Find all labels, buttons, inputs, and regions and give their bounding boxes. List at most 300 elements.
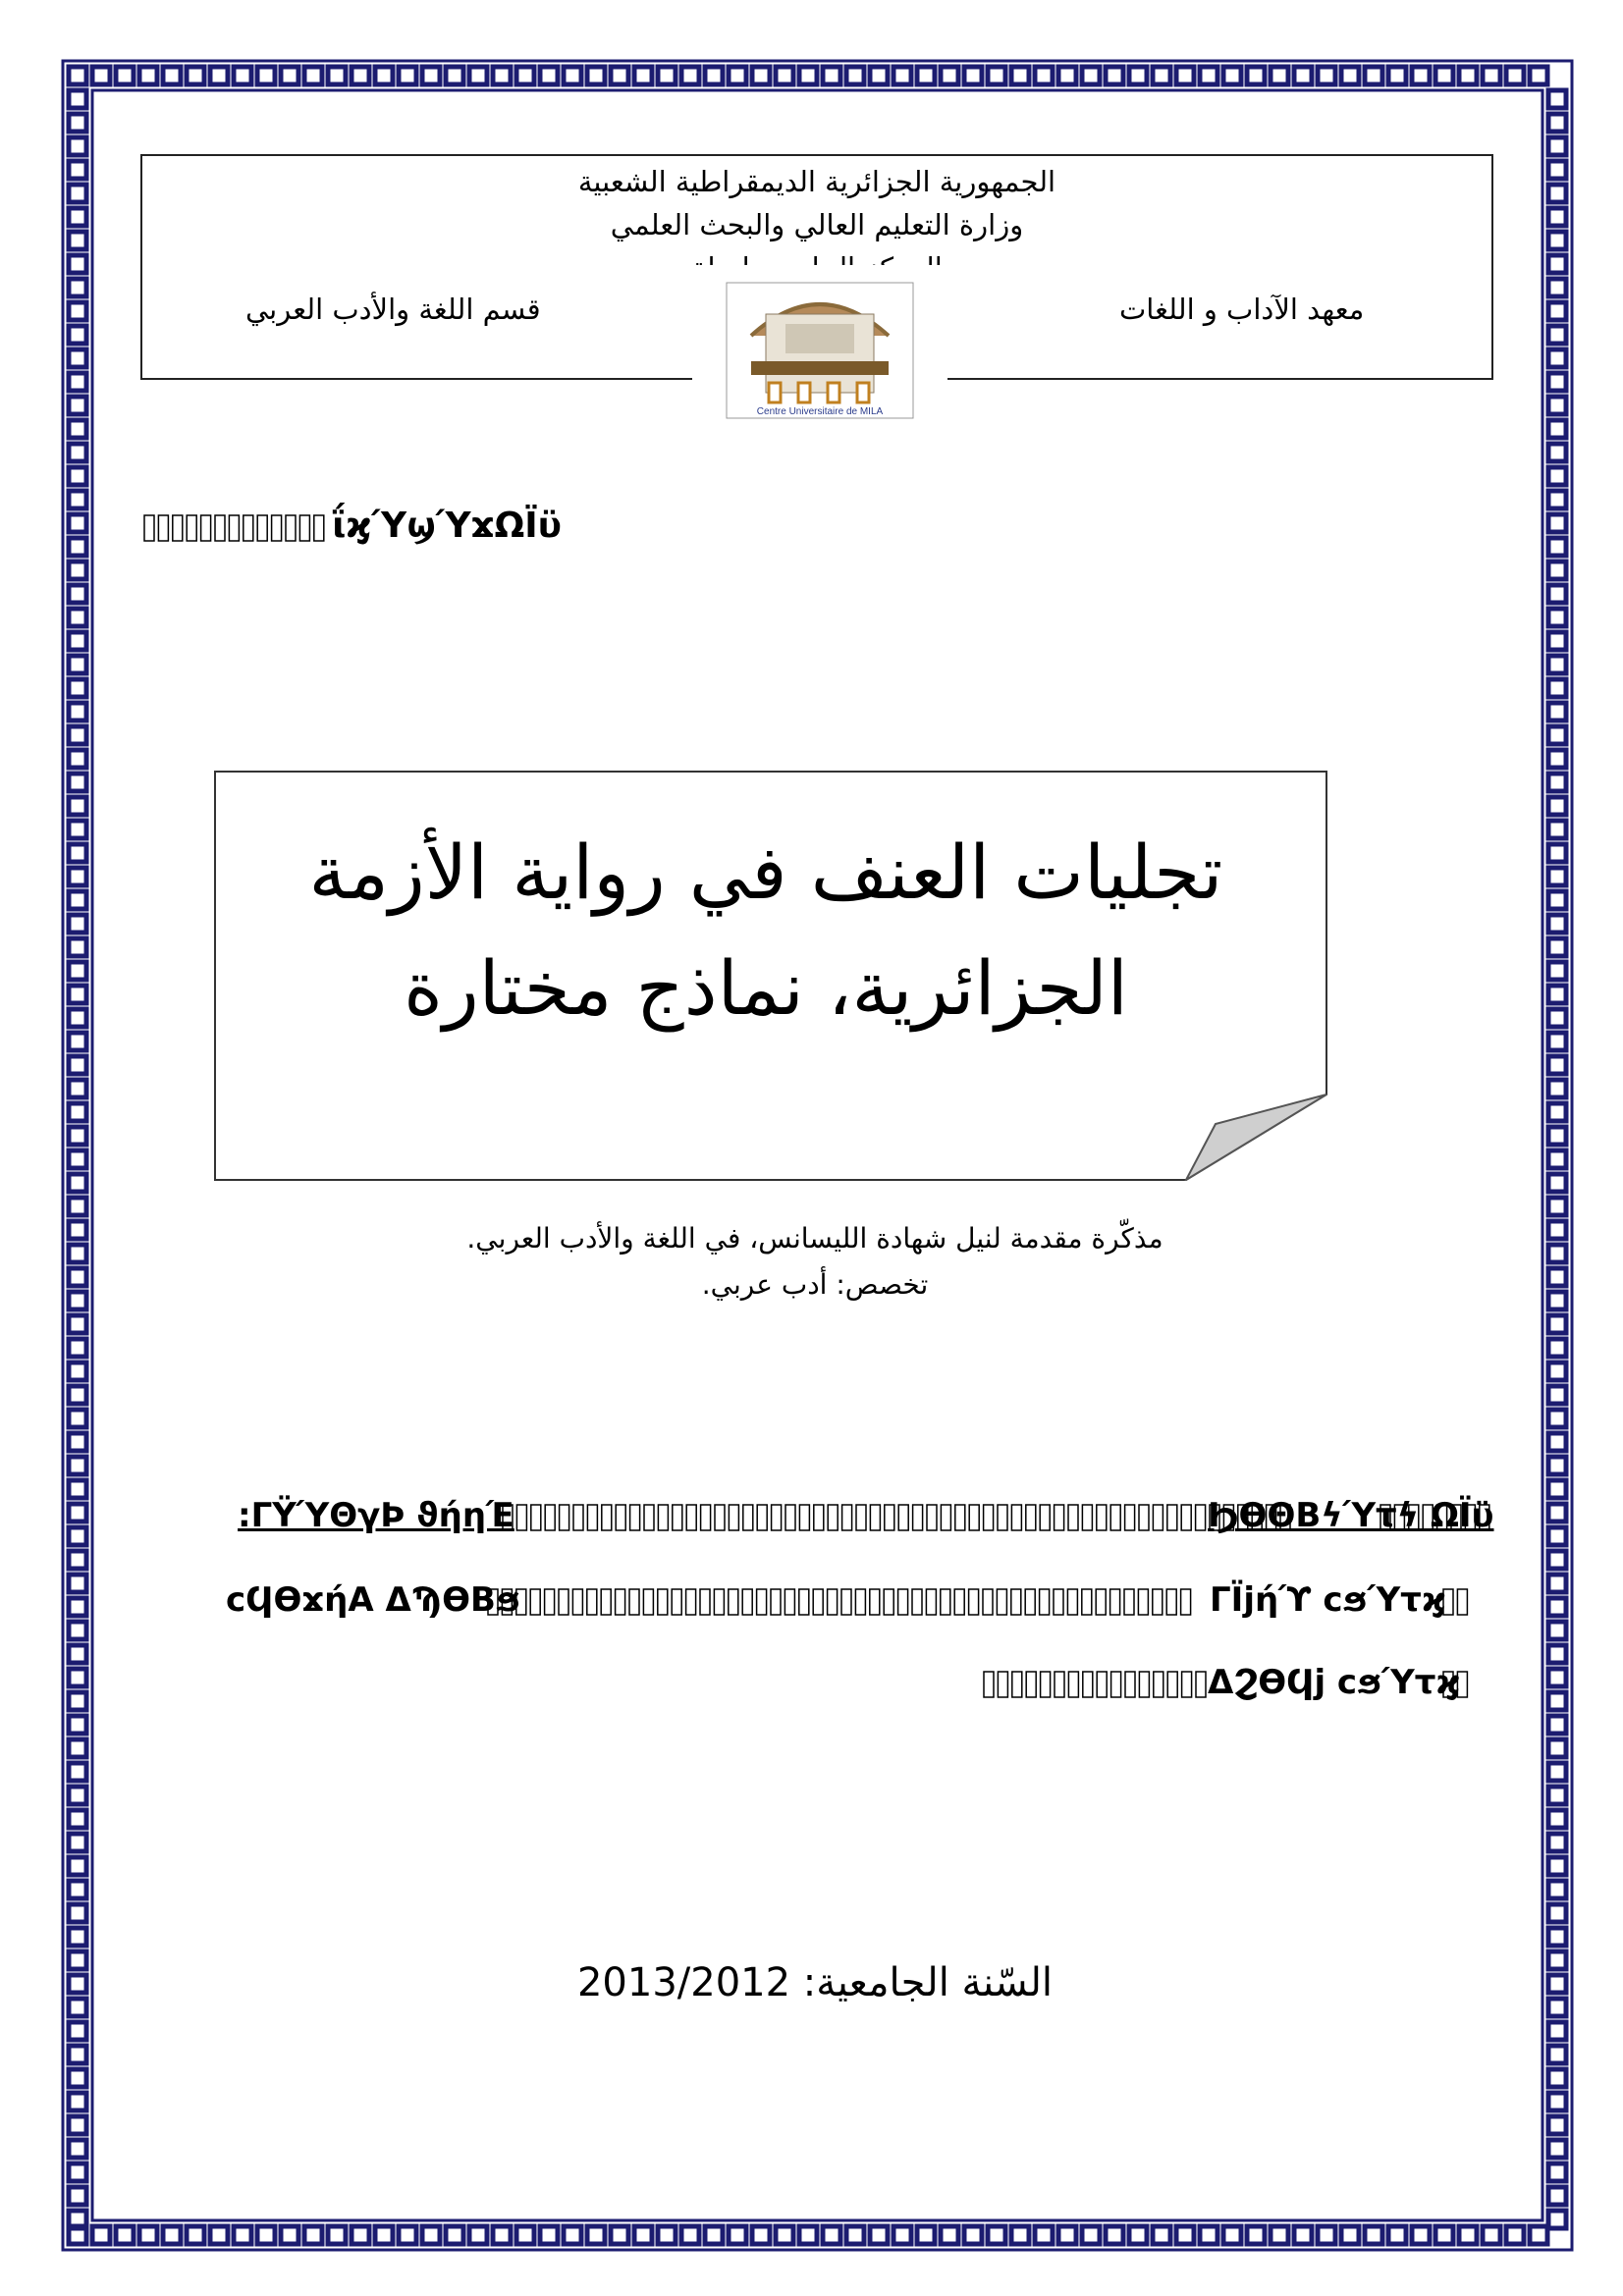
- border-link: [69, 1551, 86, 1569]
- border-link: [69, 1951, 86, 1969]
- border-link: [69, 1033, 86, 1050]
- border-link: [1548, 1504, 1566, 1522]
- border-link: [1548, 1315, 1566, 1333]
- border-link: [1548, 1763, 1566, 1781]
- border-link: [69, 915, 86, 933]
- border-link: [69, 561, 86, 579]
- border-link: [69, 2116, 86, 2134]
- border-link: [493, 67, 511, 84]
- border-link: [1548, 2093, 1566, 2110]
- border-link: [1271, 2226, 1288, 2244]
- ministry-name: وزارة التعليم العالي والبحث العلمي: [610, 208, 1024, 241]
- border-link: [1153, 2226, 1170, 2244]
- missing-glyph-box: [1380, 1505, 1390, 1530]
- border-link: [964, 2226, 982, 2244]
- missing-glyph-box: [1055, 1505, 1064, 1530]
- border-link: [1548, 1292, 1566, 1309]
- border-link: [1548, 1150, 1566, 1168]
- border-link: [304, 67, 322, 84]
- border-link: [69, 2046, 86, 2063]
- border-link: [69, 1692, 86, 1710]
- border-link: [1548, 232, 1566, 249]
- subtitle-line-2: تخصص: أدب عربي.: [701, 1268, 929, 1301]
- border-link: [1548, 1834, 1566, 1851]
- missing-glyph-box: [885, 1505, 894, 1530]
- missing-glyph-box: [560, 1505, 569, 1530]
- border-link: [69, 279, 86, 296]
- border-link: [1548, 561, 1566, 579]
- border-link: [1548, 114, 1566, 132]
- border-link: [69, 609, 86, 626]
- border-link: [1548, 1056, 1566, 1074]
- border-link: [234, 2226, 251, 2244]
- border-link: [1412, 67, 1430, 84]
- border-link: [1548, 844, 1566, 862]
- border-link: [1548, 1221, 1566, 1239]
- missing-glyph-box: [771, 1589, 781, 1615]
- missing-glyph-box: [898, 1505, 908, 1530]
- border-link: [69, 1103, 86, 1121]
- border-link: [163, 67, 181, 84]
- border-link: [1548, 1457, 1566, 1474]
- border-link: [516, 67, 534, 84]
- border-link: [1483, 2226, 1500, 2244]
- border-link: [1548, 703, 1566, 721]
- missing-glyph-box: [913, 1505, 923, 1530]
- border-link: [69, 2093, 86, 2110]
- border-link: [446, 67, 463, 84]
- border-link: [69, 821, 86, 838]
- border-link: [69, 208, 86, 226]
- border-link: [1548, 962, 1566, 980]
- border-link: [1548, 750, 1566, 768]
- missing-glyph-box: [1125, 1505, 1135, 1530]
- border-link: [69, 1127, 86, 1145]
- border-link: [1200, 2226, 1217, 2244]
- missing-glyph-box: [1139, 1672, 1149, 1697]
- border-link: [69, 514, 86, 532]
- border-link: [469, 67, 487, 84]
- border-link: [69, 161, 86, 179]
- missing-glyph-box: [243, 515, 253, 541]
- border-link: [776, 67, 793, 84]
- missing-glyph-box: [785, 1505, 795, 1530]
- border-link: [1548, 797, 1566, 815]
- border-link: [705, 67, 723, 84]
- border-link: [1506, 2226, 1524, 2244]
- missing-glyph-box: [701, 1505, 711, 1530]
- border-link: [1341, 67, 1359, 84]
- missing-glyph-box: [1124, 1589, 1134, 1615]
- border-link: [92, 67, 110, 84]
- border-link: [69, 1174, 86, 1192]
- missing-glyph-box: [828, 1589, 838, 1615]
- border-link: [799, 2226, 817, 2244]
- border-link: [1318, 2226, 1335, 2244]
- border-link: [69, 726, 86, 744]
- border-link: [1548, 208, 1566, 226]
- missing-glyph-box: [700, 1589, 710, 1615]
- border-link: [422, 2226, 440, 2244]
- border-link: [69, 1575, 86, 1592]
- missing-glyph-box: [1181, 1505, 1191, 1530]
- border-link: [1548, 609, 1566, 626]
- missing-glyph-box: [898, 1589, 908, 1615]
- border-link: [1548, 1551, 1566, 1569]
- border-link: [1459, 2226, 1477, 2244]
- border-link: [69, 232, 86, 249]
- border-link: [328, 67, 346, 84]
- border-link: [69, 1810, 86, 1828]
- missing-glyph-box: [503, 1505, 513, 1530]
- missing-glyph-box: [997, 1589, 1006, 1615]
- missing-glyph-box: [1055, 1672, 1064, 1697]
- border-link: [611, 67, 628, 84]
- missing-glyph-box: [1409, 1505, 1419, 1530]
- border-link: [1548, 1433, 1566, 1451]
- missing-glyph-box: [998, 1672, 1007, 1697]
- border-link: [729, 2226, 746, 2244]
- border-link: [69, 302, 86, 320]
- border-link: [1548, 1386, 1566, 1404]
- missing-glyph-box: [984, 1505, 994, 1530]
- border-link: [257, 2226, 275, 2244]
- border-link: [1548, 444, 1566, 461]
- missing-glyph-box: [587, 1505, 597, 1530]
- border-link: [516, 2226, 534, 2244]
- border-link: [422, 67, 440, 84]
- missing-glyph-box: [1437, 1505, 1447, 1530]
- border-link: [964, 67, 982, 84]
- border-link: [564, 2226, 581, 2244]
- border-link: [1548, 1716, 1566, 1734]
- border-link: [1058, 67, 1076, 84]
- supervisor-label: :ΓΫΎΘγϷ ϑήηΈ: [238, 1496, 514, 1535]
- border-link: [69, 1457, 86, 1474]
- border-link: [1548, 2187, 1566, 2205]
- missing-glyph-box: [201, 515, 211, 541]
- missing-glyph-box: [884, 1589, 893, 1615]
- border-link: [1548, 1622, 1566, 1639]
- missing-glyph-box: [969, 1505, 979, 1530]
- border-link: [1548, 255, 1566, 273]
- border-link: [69, 1504, 86, 1522]
- border-link: [1058, 2226, 1076, 2244]
- border-link: [1548, 420, 1566, 438]
- border-link: [69, 1645, 86, 1663]
- border-link: [1106, 67, 1123, 84]
- border-link: [69, 185, 86, 202]
- missing-glyph-box: [983, 1589, 993, 1615]
- border-link: [1223, 2226, 1241, 2244]
- missing-glyph-box: [686, 1589, 696, 1615]
- missing-glyph-box: [1082, 1505, 1092, 1530]
- missing-glyph-box: [272, 515, 282, 541]
- missing-glyph-box: [516, 1589, 526, 1615]
- border-link: [1548, 1245, 1566, 1262]
- border-link: [69, 844, 86, 862]
- missing-glyph-box: [842, 1505, 852, 1530]
- missing-glyph-box: [828, 1505, 838, 1530]
- missing-glyph-box: [601, 1589, 611, 1615]
- thesis-title: [226, 815, 1306, 1046]
- border-link: [1548, 1999, 1566, 2016]
- missing-glyph-box: [559, 1589, 568, 1615]
- border-link: [69, 1410, 86, 1427]
- border-link: [69, 137, 86, 155]
- border-link: [69, 585, 86, 603]
- border-link: [304, 2226, 322, 2244]
- missing-glyph-box: [1182, 1672, 1192, 1697]
- border-link: [1035, 2226, 1053, 2244]
- border-link: [69, 1339, 86, 1357]
- border-link: [1459, 67, 1477, 84]
- border-link: [69, 1480, 86, 1498]
- missing-glyph-box: [1451, 1505, 1461, 1530]
- border-link: [1082, 2226, 1100, 2244]
- missing-glyph-box: [1054, 1589, 1063, 1615]
- missing-glyph-box: [672, 1589, 681, 1615]
- border-link: [69, 2069, 86, 2087]
- border-link: [69, 1975, 86, 1993]
- missing-glyph-box: [715, 1505, 725, 1530]
- missing-glyph-box: [644, 1505, 654, 1530]
- missing-glyph-box: [714, 1589, 724, 1615]
- border-link: [1548, 632, 1566, 650]
- border-link: [446, 2226, 463, 2244]
- missing-glyph-box: [772, 1505, 782, 1530]
- border-link: [69, 1834, 86, 1851]
- border-link: [1548, 915, 1566, 933]
- border-link: [69, 349, 86, 367]
- border-link: [375, 2226, 393, 2244]
- border-link: [1548, 2211, 1566, 2228]
- border-link: [1176, 67, 1194, 84]
- missing-glyph-box: [144, 515, 154, 541]
- missing-glyph-box: [1465, 1505, 1475, 1530]
- border-link: [69, 444, 86, 461]
- border-link: [1082, 67, 1100, 84]
- border-link: [210, 2226, 228, 2244]
- missing-glyph-box: [1139, 1505, 1149, 1530]
- missing-glyph-box: [1040, 1589, 1050, 1615]
- border-link: [1548, 656, 1566, 673]
- missing-glyph-box: [1166, 1589, 1176, 1615]
- border-link: [1548, 1928, 1566, 1946]
- border-link: [116, 2226, 134, 2244]
- border-link: [328, 2226, 346, 2244]
- border-link: [1548, 1598, 1566, 1616]
- border-link: [1548, 774, 1566, 791]
- border-link: [281, 67, 298, 84]
- missing-glyph-box: [757, 1589, 767, 1615]
- border-link: [846, 2226, 864, 2244]
- missing-glyph-box: [643, 1589, 653, 1615]
- border-link: [1548, 491, 1566, 508]
- border-link: [69, 1150, 86, 1168]
- missing-glyph-box: [1154, 1672, 1163, 1697]
- missing-glyph-box: [1138, 1589, 1148, 1615]
- subtitle-line-1: مذكّرة مقدمة لنيل شهادة الليسانس، في اللغة والأدب العربي.: [466, 1222, 1163, 1255]
- missing-glyph-box: [1025, 1589, 1035, 1615]
- missing-glyph-box: [1443, 1589, 1453, 1615]
- border-link: [69, 397, 86, 414]
- border-link: [69, 1080, 86, 1097]
- missing-glyph-box: [1082, 1589, 1092, 1615]
- border-link: [1548, 2046, 1566, 2063]
- missing-glyph-box: [1423, 1505, 1433, 1530]
- border-link: [1506, 67, 1524, 84]
- missing-glyph-box: [926, 1589, 936, 1615]
- border-link: [1365, 67, 1382, 84]
- border-link: [1483, 67, 1500, 84]
- border-link: [1548, 679, 1566, 697]
- border-link: [1011, 2226, 1029, 2244]
- border-link: [69, 1268, 86, 1286]
- missing-glyph-box: [229, 515, 239, 541]
- missing-glyph-box: [1153, 1589, 1163, 1615]
- border-link: [352, 67, 369, 84]
- border-link: [1530, 2226, 1547, 2244]
- border-link: [187, 67, 204, 84]
- academic-year: السّنة الجامعية: 2013/2012: [576, 1960, 1054, 2005]
- border-link: [1011, 67, 1029, 84]
- border-link: [1548, 2140, 1566, 2158]
- border-link: [69, 1739, 86, 1757]
- missing-glyph-box: [616, 1589, 625, 1615]
- border-link: [870, 67, 888, 84]
- border-link: [681, 67, 699, 84]
- border-link: [69, 774, 86, 791]
- border-link: [1548, 1009, 1566, 1027]
- missing-glyph-box: [658, 1505, 668, 1530]
- border-link: [1548, 2116, 1566, 2134]
- missing-glyph-box: [1083, 1672, 1093, 1697]
- border-link: [210, 67, 228, 84]
- missing-glyph-box: [757, 1505, 767, 1530]
- border-link: [1548, 891, 1566, 909]
- missing-glyph-box: [1457, 1589, 1467, 1615]
- missing-glyph-box: [1196, 1505, 1206, 1530]
- missing-glyph-box: [187, 515, 196, 541]
- placeholder-boxes: [501, 1502, 1296, 1535]
- missing-glyph-box: [502, 1589, 512, 1615]
- border-link: [69, 90, 86, 108]
- border-link: [1412, 2226, 1430, 2244]
- missing-glyph-box: [1167, 1672, 1177, 1697]
- border-link: [1548, 137, 1566, 155]
- border-link: [69, 1904, 86, 1922]
- border-link: [1247, 67, 1265, 84]
- missing-glyph-box: [729, 1505, 738, 1530]
- missing-glyph-box: [814, 1505, 824, 1530]
- border-link: [1388, 67, 1406, 84]
- border-link: [1548, 161, 1566, 179]
- border-link: [69, 420, 86, 438]
- border-link: [69, 1999, 86, 2016]
- missing-glyph-box: [488, 1589, 498, 1615]
- missing-glyph-box: [729, 1589, 738, 1615]
- border-link: [776, 2226, 793, 2244]
- border-link: [634, 67, 652, 84]
- missing-glyph-box: [1110, 1589, 1120, 1615]
- missing-glyph-box: [516, 1505, 526, 1530]
- border-link: [69, 703, 86, 721]
- border-link: [941, 67, 958, 84]
- border-link: [1548, 1951, 1566, 1969]
- border-link: [69, 938, 86, 956]
- missing-glyph-box: [1111, 1672, 1121, 1697]
- border-link: [1548, 821, 1566, 838]
- border-link: [1223, 67, 1241, 84]
- country-name: الجمهورية الجزائرية الديمقراطية الشعبية: [577, 165, 1056, 198]
- missing-glyph-box: [841, 1589, 851, 1615]
- border-link: [1530, 67, 1547, 84]
- border-link: [1365, 2226, 1382, 2244]
- border-link: [69, 1198, 86, 1215]
- border-link: [69, 1527, 86, 1545]
- missing-glyph-box: [855, 1589, 865, 1615]
- missing-glyph-box: [912, 1589, 922, 1615]
- border-link: [1548, 2069, 1566, 2087]
- border-link: [752, 2226, 770, 2244]
- border-link: [1548, 349, 1566, 367]
- border-link: [1548, 1410, 1566, 1427]
- border-link: [69, 868, 86, 885]
- border-link: [1548, 1527, 1566, 1545]
- border-link: [540, 67, 558, 84]
- missing-glyph-box: [1011, 1589, 1021, 1615]
- border-link: [69, 1857, 86, 1875]
- missing-glyph-box: [630, 1505, 640, 1530]
- missing-glyph-box: [573, 1505, 583, 1530]
- border-link: [658, 2226, 676, 2244]
- border-link: [1548, 1975, 1566, 1993]
- border-link: [1548, 1080, 1566, 1097]
- missing-glyph-box: [1110, 1505, 1120, 1530]
- border-link: [1548, 1787, 1566, 1804]
- border-link: [69, 1315, 86, 1333]
- logo-caption: Centre Universitaire de MILA: [756, 406, 884, 417]
- missing-glyph-box: [314, 515, 324, 541]
- border-link: [69, 1598, 86, 1616]
- border-link: [1548, 1669, 1566, 1686]
- missing-glyph-box: [673, 1505, 682, 1530]
- border-link: [1035, 67, 1053, 84]
- border-link: [564, 67, 581, 84]
- border-link: [1548, 1127, 1566, 1145]
- border-link: [540, 2226, 558, 2244]
- border-link: [1548, 1174, 1566, 1192]
- border-link: [941, 2226, 958, 2244]
- missing-glyph-box: [1026, 1672, 1036, 1697]
- border-link: [69, 656, 86, 673]
- border-link: [988, 2226, 1005, 2244]
- border-link: [729, 67, 746, 84]
- border-link: [799, 67, 817, 84]
- missing-glyph-box: [1394, 1505, 1404, 1530]
- border-link: [69, 2187, 86, 2205]
- border-link: [611, 2226, 628, 2244]
- missing-glyph-box: [984, 1672, 994, 1697]
- missing-glyph-box: [927, 1505, 937, 1530]
- border-link: [1548, 938, 1566, 956]
- border-link: [281, 2226, 298, 2244]
- missing-glyph-box: [530, 1589, 540, 1615]
- border-link: [1548, 90, 1566, 108]
- border-link: [1548, 279, 1566, 296]
- border-link: [69, 1245, 86, 1262]
